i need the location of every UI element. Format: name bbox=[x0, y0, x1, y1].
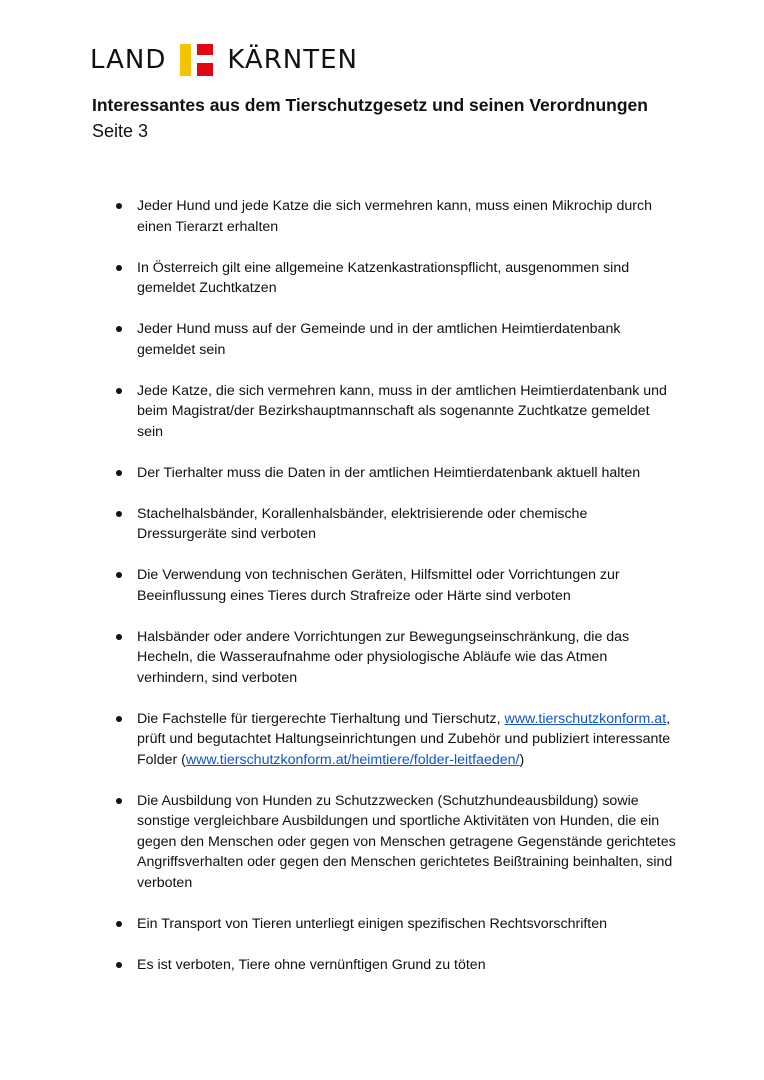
list-item bbox=[0, 565, 764, 606]
list-item-text: Es ist verboten, Tiere ohne vernünftigen Grund zu töten bbox=[137, 956, 486, 973]
bullet-icon bbox=[116, 921, 122, 927]
logo-text-land: LAND bbox=[90, 45, 167, 75]
land-kaernten-logo bbox=[90, 44, 358, 76]
page-label: Seite 3 bbox=[92, 121, 149, 141]
bullet-icon bbox=[116, 716, 122, 722]
list-item bbox=[0, 258, 764, 299]
list-item-text: Die Verwendung von technischen Geräten, Hilfsmittel oder Vorrichtungen zur Beeinflussung eines Tieres durch Strafreize oder Härte sind verboten bbox=[137, 567, 620, 604]
list-item bbox=[0, 627, 764, 689]
list-item-text-middle: , prüft und begutachtet Haltungseinrichtungen und Zubehör und publiziert interessante Folder ( bbox=[137, 710, 671, 768]
bullet-icon bbox=[116, 203, 122, 209]
list-item-text: Jeder Hund und jede Katze die sich vermehren kann, muss einen Mikrochip durch einen Tierarzt erhalten bbox=[137, 198, 652, 235]
list-item bbox=[0, 463, 764, 484]
list-item-text-after: ) bbox=[519, 751, 525, 768]
list-item bbox=[0, 709, 764, 771]
list-item bbox=[0, 504, 764, 545]
list-item-text: Ein Transport von Tieren unterliegt einigen spezifischen Rechtsvorschriften bbox=[137, 915, 608, 932]
list-item-text: In Österreich gilt eine allgemeine Katzenkastrationspflicht, ausgenommen sind gemeldet Zuchtkatzen bbox=[137, 259, 630, 296]
bullet-icon bbox=[116, 962, 122, 968]
bullet-list bbox=[0, 196, 764, 996]
logo-text-kaernten: KÄRNTEN bbox=[227, 45, 358, 75]
bullet-icon bbox=[116, 388, 122, 394]
list-item-text: Halsbänder oder andere Vorrichtungen zur Bewegungseinschränkung, die das Hecheln, die Wasseraufnahme oder physiologische Abläufe wie das Atmen verhindern, sind verboten bbox=[137, 628, 630, 686]
list-item bbox=[0, 319, 764, 360]
bullet-icon bbox=[116, 798, 122, 804]
list-item bbox=[0, 955, 764, 976]
link-folder-leitfaeden[interactable]: www.tierschutzkonform.at/heimtiere/folder-leitfaeden/ bbox=[185, 751, 520, 768]
list-item-text: Jede Katze, die sich vermehren kann, muss in der amtlichen Heimtierdatenbank und beim Magistrat/der Bezirkshauptmannschaft als sogenannte Zuchtkatze gemeldet sein bbox=[137, 382, 667, 440]
bullet-icon bbox=[116, 326, 122, 332]
list-item bbox=[0, 381, 764, 443]
logo-mark-icon bbox=[180, 44, 214, 76]
list-item bbox=[0, 196, 764, 237]
bullet-icon bbox=[116, 511, 122, 517]
link-tierschutzkonform[interactable]: www.tierschutzkonform.at bbox=[504, 710, 667, 727]
list-item-text: Der Tierhalter muss die Daten in der amtlichen Heimtierdatenbank aktuell halten bbox=[137, 464, 641, 481]
bullet-icon bbox=[116, 572, 122, 578]
list-item bbox=[0, 791, 764, 894]
list-item-text-before-link: Die Fachstelle für tiergerechte Tierhaltung und Tierschutz, bbox=[137, 710, 501, 727]
bullet-icon bbox=[116, 470, 122, 476]
list-item bbox=[0, 914, 764, 935]
bullet-icon bbox=[116, 634, 122, 640]
list-item-text: Die Ausbildung von Hunden zu Schutzzwecken (Schutzhundeausbildung) sowie sonstige vergleichbare Ausbildungen und sportliche Aktivitäten von Hunden, die ein gegen den Menschen oder gegen von Menschen getragene Gegenstände gerichtetes Angriffsverhalten oder gegen den Menschen gerichtetes Beißtraining beinhalten, sind verboten bbox=[137, 792, 676, 891]
bullet-icon bbox=[116, 265, 122, 271]
document-title: Interessantes aus dem Tierschutzgesetz und seinen Verordnungen bbox=[92, 95, 648, 115]
list-item-text: Jeder Hund muss auf der Gemeinde und in der amtlichen Heimtierdatenbank gemeldet sein bbox=[137, 321, 621, 358]
list-item-text: Stachelhalsbänder, Korallenhalsbänder, elektrisierende oder chemische Dressurgeräte sind verboten bbox=[137, 505, 588, 542]
